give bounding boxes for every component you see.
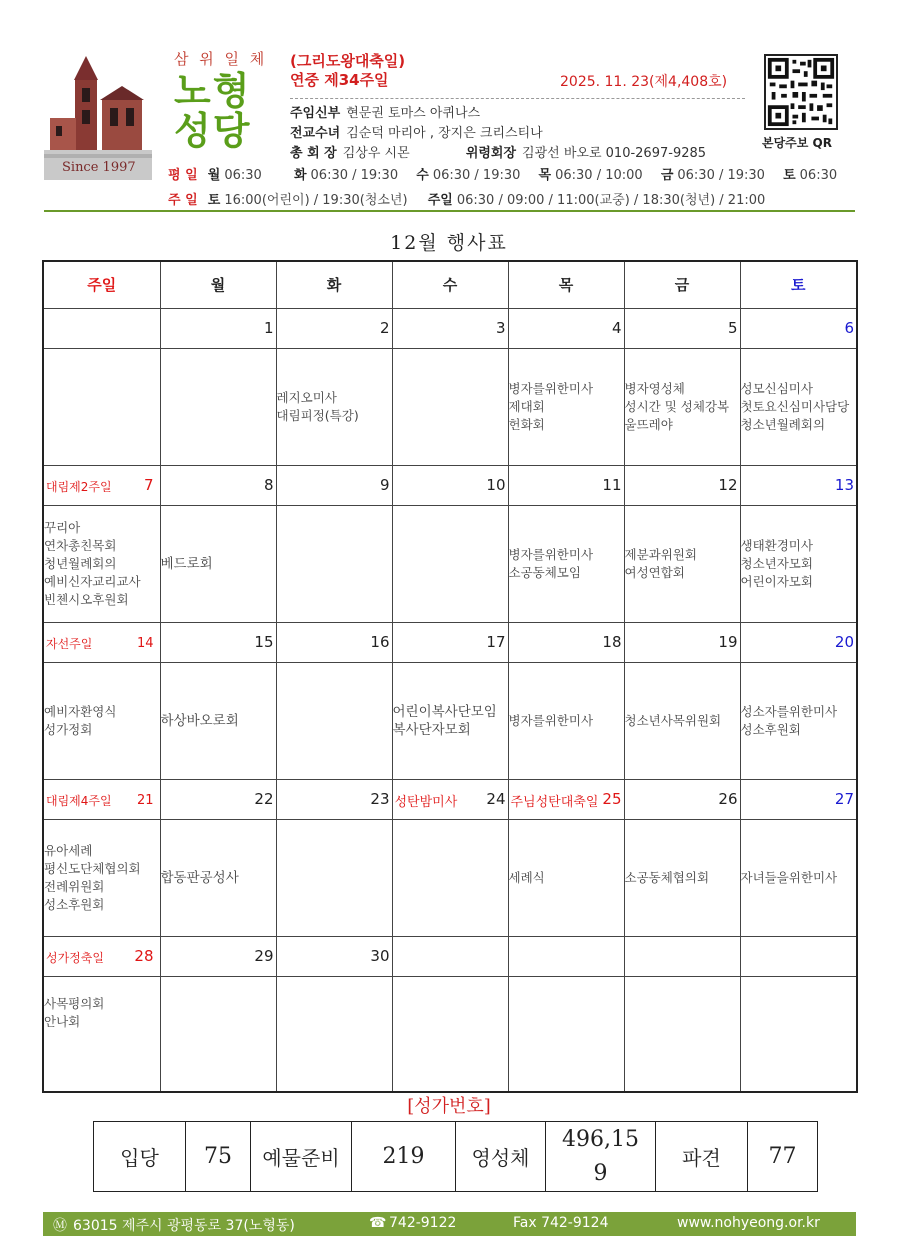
event-item: 성시간 및 성체강복: [624, 398, 730, 414]
vice-name: 김광선 바오로 010-2697-9285: [522, 146, 707, 161]
president-row: [290, 142, 706, 161]
event-item: 청년월례회의: [44, 555, 117, 571]
footer-address: 63015 제주시 광평동로 37(노형동): [73, 1218, 295, 1234]
hymn-entrance-label: 입당: [94, 1122, 186, 1192]
date-number: 14: [136, 636, 154, 651]
event-item: 소공동체모임: [508, 564, 581, 580]
weekday-fri: 금: [660, 168, 674, 183]
date-number: 1: [263, 319, 274, 337]
missionary-row: [290, 122, 543, 141]
footer-fax: Fax 742-9124: [513, 1215, 609, 1231]
date-cell-fri: [624, 779, 740, 819]
date-cell-tue: [276, 622, 392, 662]
events-cell-mon: [160, 976, 276, 1092]
feast-label: 자선주일: [46, 636, 93, 651]
event-item: 빈첸시오후원회: [44, 591, 129, 607]
date-cell-sat: [740, 308, 857, 348]
hymn-entrance-number: 75: [186, 1122, 251, 1192]
date-number: 6: [844, 319, 854, 337]
date-cell-mon: [160, 465, 276, 505]
slogan: 삼 위 일 체: [174, 50, 268, 68]
event-item: 여성연합회: [624, 564, 685, 580]
date-cell-thu: [508, 465, 624, 505]
events-cell-tue: [276, 505, 392, 622]
date-number: 30: [370, 947, 390, 965]
weekday-thu: 목: [538, 168, 552, 183]
weekday-thu-time: 06:30 / 10:00: [555, 168, 643, 183]
events-row: [43, 348, 857, 465]
events-cell-thu: [508, 819, 624, 936]
events-cell-sat: [740, 505, 857, 622]
events-cell-tue: [276, 819, 392, 936]
date-cell-sat: [740, 622, 857, 662]
event-item: 세례식: [508, 869, 545, 885]
pastor-row: [290, 102, 480, 121]
events-row: [43, 505, 857, 622]
day-header-thu: 목: [508, 261, 624, 308]
date-number: 24: [486, 790, 506, 808]
event-item: 제대회: [508, 398, 545, 414]
date-number: 3: [495, 319, 506, 337]
weekday-mass-times: [168, 164, 837, 183]
date-number: 8: [263, 476, 274, 494]
date-number: 18: [602, 633, 622, 651]
events-cell-fri: [624, 662, 740, 779]
hymn-row: [94, 1122, 818, 1192]
events-cell-thu: [508, 662, 624, 779]
date-cell-tue: [276, 308, 392, 348]
church-logo-line1: 노형: [174, 69, 252, 113]
dotted-divider: [290, 98, 745, 99]
event-item: 예비신자교리교사: [44, 573, 141, 589]
liturgical-week: 연중 제34주일: [290, 71, 389, 89]
weekday-label: 평 일: [168, 168, 198, 183]
event-item: 복사단자모회: [392, 721, 471, 738]
events-cell-wed: [392, 976, 508, 1092]
event-item: 레지오미사: [276, 389, 337, 405]
date-cell-sun: [43, 779, 160, 819]
weekday-tue-time: 06:30 / 19:30: [310, 168, 399, 183]
sat-eve-day: 토: [207, 193, 221, 208]
sunday-day: 주일: [427, 193, 453, 208]
events-cell-sat: [740, 976, 857, 1092]
event-item: 성가정회: [44, 721, 93, 737]
calendar-title: 12월 행사표: [390, 232, 508, 254]
events-row: [43, 662, 857, 779]
event-item: 성소후원회: [44, 896, 105, 912]
date-cell-fri: [624, 936, 740, 976]
events-cell-sun: [43, 976, 160, 1092]
event-item: 안나회: [44, 1013, 81, 1029]
feast-label: 주님성탄대축일: [510, 794, 599, 810]
date-number: 22: [254, 790, 274, 808]
since-year: Since 1997: [62, 160, 136, 175]
date-number: 17: [486, 633, 506, 651]
date-number: 13: [834, 476, 854, 494]
date-number: 23: [370, 790, 390, 808]
events-cell-sun: [43, 505, 160, 622]
phone-icon: ☎: [369, 1215, 387, 1231]
events-cell-thu: [508, 976, 624, 1092]
events-cell-sat: [740, 348, 857, 465]
events-cell-mon: [160, 348, 276, 465]
date-number: 15: [254, 633, 274, 651]
date-cell-thu: [508, 308, 624, 348]
date-row: [43, 465, 857, 505]
location-icon: Ⓜ: [53, 1218, 67, 1234]
issue-date: 2025. 11. 23(제4,408호): [560, 74, 728, 90]
events-cell-mon: [160, 819, 276, 936]
events-row: [43, 819, 857, 936]
date-cell-mon: [160, 936, 276, 976]
weekday-fri-time: 06:30 / 19:30: [677, 168, 765, 183]
event-item: 베드로회: [160, 555, 213, 572]
feast-label: 대림제2주일: [46, 479, 112, 494]
feast-label: 성가정축일: [46, 950, 104, 965]
date-number: 9: [379, 476, 390, 494]
events-cell-thu: [508, 348, 624, 465]
events-cell-fri: [624, 819, 740, 936]
date-number: 26: [718, 790, 738, 808]
date-cell-sat: [740, 779, 857, 819]
event-item: 청소년사목위원회: [624, 712, 722, 728]
date-cell-wed: [392, 779, 508, 819]
date-cell-sun: [43, 622, 160, 662]
missionary-label: 전교수녀: [290, 126, 341, 141]
date-cell-sun: [43, 936, 160, 976]
day-header-sat: 토: [740, 261, 857, 308]
event-item: 예비자환영식: [44, 703, 117, 719]
hymn-section-title: [성가번호]: [407, 1096, 491, 1117]
date-cell-wed: [392, 465, 508, 505]
sat-eve-times: 16:00(어린이) / 19:30(청소년): [224, 193, 408, 208]
events-row: [43, 976, 857, 1092]
event-item: 청소년자모회: [740, 555, 813, 571]
date-row: [43, 622, 857, 662]
event-item: 어린이자모회: [740, 573, 813, 589]
event-item: 병자를위한미사: [508, 546, 594, 562]
event-item: 성소후원회: [740, 721, 801, 737]
date-cell-tue: [276, 936, 392, 976]
events-cell-sun: [43, 819, 160, 936]
weekday-mon: 월: [207, 168, 221, 183]
event-calendar: [42, 260, 858, 1093]
date-number: 10: [486, 476, 506, 494]
date-number: 20: [834, 633, 854, 651]
hymn-communion-label: 영성체: [456, 1122, 546, 1192]
events-cell-tue: [276, 348, 392, 465]
event-item: 전례위원회: [44, 878, 105, 894]
date-number: 19: [718, 633, 738, 651]
event-item: 헌화회: [508, 416, 545, 432]
event-item: 자녀들을위한미사: [740, 869, 838, 885]
hymn-numbers-table: [93, 1121, 818, 1192]
weekday-tue: 화: [293, 168, 307, 183]
event-item: 첫토요신심미사담당: [740, 398, 850, 414]
date-number: 11: [602, 476, 622, 494]
sunday-times: 06:30 / 09:00 / 11:00(교중) / 18:30(청년) / 21:00: [456, 193, 766, 208]
date-number: 28: [134, 947, 154, 965]
date-cell-fri: [624, 308, 740, 348]
feast-name: (그리도왕대축일): [290, 52, 406, 70]
events-cell-wed: [392, 662, 508, 779]
events-cell-fri: [624, 348, 740, 465]
qr-label: 본당주보 QR: [762, 136, 832, 150]
sunday-mass-times: [168, 189, 765, 208]
date-cell-sun: [43, 308, 160, 348]
weekday-wed: 수: [416, 168, 429, 183]
vice-label: 위령회장: [465, 146, 517, 161]
date-cell-wed: [392, 936, 508, 976]
qr-code-icon[interactable]: [764, 54, 838, 130]
date-cell-thu: [508, 779, 624, 819]
date-number: 29: [254, 947, 274, 965]
weekday-sat: 토: [783, 168, 796, 183]
date-cell-mon: [160, 622, 276, 662]
event-item: 울뜨레야: [624, 416, 673, 432]
pastor-label: 주임신부: [290, 106, 341, 121]
date-cell-tue: [276, 465, 392, 505]
header-divider: [44, 210, 855, 212]
date-number: 12: [718, 476, 738, 494]
weekday-sat-time: 06:30: [799, 168, 838, 183]
event-item: 꾸리아: [44, 519, 81, 535]
footer-website[interactable]: www.nohyeong.or.kr: [677, 1215, 820, 1231]
date-number: 16: [370, 633, 390, 651]
day-header-tue: 화: [276, 261, 392, 308]
church-logo-line2: 성당: [174, 109, 252, 153]
events-cell-wed: [392, 505, 508, 622]
event-item: 하상바오로회: [160, 712, 239, 729]
date-cell-wed: [392, 308, 508, 348]
date-number: 4: [611, 319, 622, 337]
date-cell-fri: [624, 622, 740, 662]
date-cell-sun: [43, 465, 160, 505]
hymn-communion-number: 496,15 9: [546, 1122, 656, 1192]
event-item: 병자를위한미사: [508, 380, 594, 396]
events-cell-sun: [43, 348, 160, 465]
date-number: 27: [834, 790, 854, 808]
footer-bar: [43, 1212, 856, 1236]
event-item: 병자영성체: [624, 380, 685, 396]
hymn-offertory-label: 예물준비: [251, 1122, 352, 1192]
events-cell-mon: [160, 505, 276, 622]
missionary-names: 김순덕 마리아 , 장지은 크리스티나: [346, 126, 543, 141]
event-item: 유아세례: [44, 842, 93, 858]
events-cell-tue: [276, 976, 392, 1092]
event-item: 연차총친목회: [44, 537, 117, 553]
events-cell-wed: [392, 348, 508, 465]
events-cell-mon: [160, 662, 276, 779]
feast-label: 성탄밤미사: [394, 794, 458, 810]
events-cell-thu: [508, 505, 624, 622]
event-item: 사목평의회: [44, 995, 105, 1011]
event-item: 병자를위한미사: [508, 712, 594, 728]
date-row: [43, 308, 857, 348]
president-name: 김상우 시몬: [342, 146, 410, 161]
events-cell-fri: [624, 505, 740, 622]
date-number: 5: [727, 319, 738, 337]
event-item: 성소자를위한미사: [740, 703, 838, 719]
weekday-mon-time: 06:30: [224, 168, 262, 183]
pastor-name: 현문권 토마스 아퀴나스: [346, 106, 481, 121]
date-number: 21: [136, 793, 154, 808]
events-cell-wed: [392, 819, 508, 936]
hymn-recessional-label: 파견: [656, 1122, 748, 1192]
date-cell-mon: [160, 308, 276, 348]
date-cell-sat: [740, 936, 857, 976]
day-header-mon: 월: [160, 261, 276, 308]
date-cell-sat: [740, 465, 857, 505]
date-row: [43, 779, 857, 819]
events-cell-sun: [43, 662, 160, 779]
events-cell-tue: [276, 662, 392, 779]
events-cell-fri: [624, 976, 740, 1092]
events-cell-sat: [740, 662, 857, 779]
date-row: [43, 936, 857, 976]
event-item: 평신도단체협의회: [44, 860, 141, 876]
hymn-recessional-number: 77: [748, 1122, 818, 1192]
date-cell-wed: [392, 622, 508, 662]
event-item: 청소년월례회의: [740, 416, 826, 432]
date-cell-fri: [624, 465, 740, 505]
day-header-sun: 주일: [43, 261, 160, 308]
events-cell-sat: [740, 819, 857, 936]
date-cell-tue: [276, 779, 392, 819]
event-item: 소공동체협의회: [624, 869, 710, 885]
date-number: 25: [602, 790, 622, 808]
date-number: 2: [379, 319, 390, 337]
date-number: 7: [143, 476, 154, 494]
event-item: 합동판공성사: [160, 869, 239, 886]
feast-label: 대림제4주일: [46, 793, 112, 808]
footer-phone: 742-9122: [389, 1215, 457, 1231]
date-cell-mon: [160, 779, 276, 819]
event-item: 어린이복사단모임: [392, 703, 497, 720]
day-header-wed: 수: [392, 261, 508, 308]
hymn-offertory-number: 219: [352, 1122, 456, 1192]
date-cell-thu: [508, 622, 624, 662]
president-label: 총 회 장: [290, 146, 337, 161]
event-item: 제분과위원회: [624, 546, 697, 562]
event-item: 생태환경미사: [740, 537, 813, 553]
weekday-header-row: [43, 261, 857, 308]
weekday-wed-time: 06:30 / 19:30: [432, 168, 521, 183]
date-cell-thu: [508, 936, 624, 976]
event-item: 성모신심미사: [740, 380, 813, 396]
day-header-fri: 금: [624, 261, 740, 308]
sunday-label: 주 일: [168, 193, 198, 208]
event-item: 대림피정(특강): [276, 407, 359, 423]
